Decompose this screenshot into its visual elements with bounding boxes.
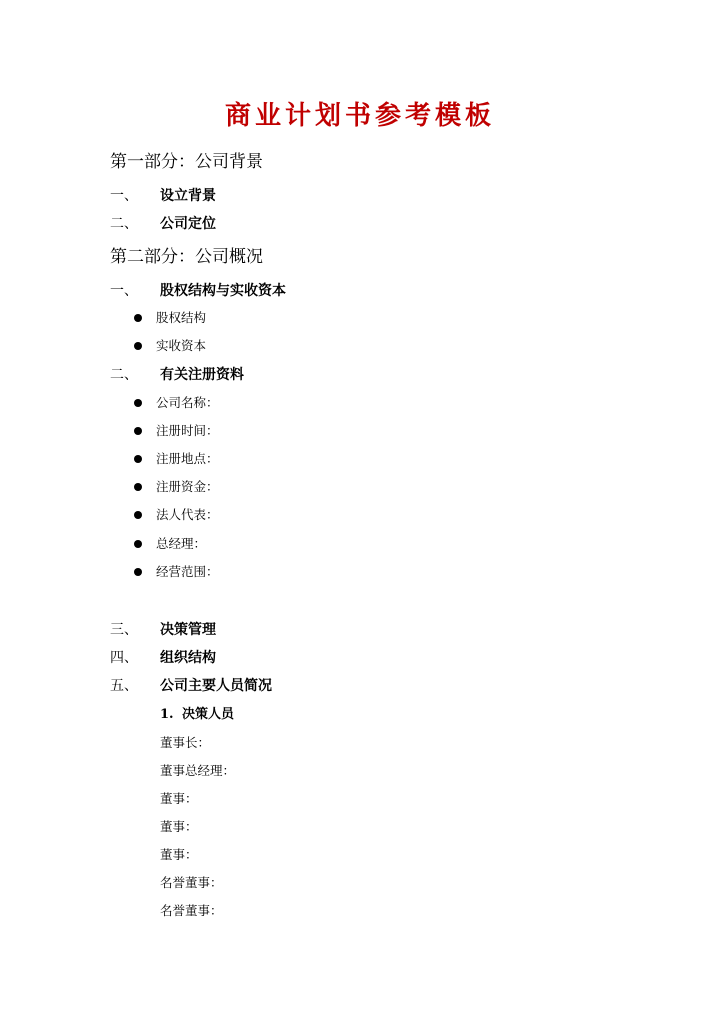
item-number: 一、 (110, 188, 138, 204)
section-number: 三、 (110, 622, 138, 638)
document-title: 商业计划书参考模板 (224, 101, 495, 131)
bullet-dot-icon (134, 427, 142, 435)
section-number: 二、 (110, 367, 138, 383)
bullet-dot-icon (134, 399, 142, 407)
role-line: 董事： (160, 847, 198, 862)
bullet-text: 注册地点： (156, 451, 219, 466)
item-label: 设立背景 (160, 188, 216, 204)
bullet-dot-icon (134, 511, 142, 519)
bullet-text: 注册资金： (156, 479, 219, 494)
section-label: 组织结构 (160, 650, 216, 666)
subsection-number: 1. (160, 707, 174, 722)
section-label: 有关注册资料 (160, 367, 244, 383)
section-number: 一、 (110, 283, 138, 299)
bullet-dot-icon (134, 540, 142, 548)
bullet-text: 实收资本 (156, 338, 207, 353)
role-line: 董事总经理： (160, 763, 236, 778)
section-label: 股权结构与实收资本 (160, 283, 286, 299)
bullet-dot-icon (134, 455, 142, 463)
section-number: 五、 (110, 678, 138, 694)
bullet-dot-icon (134, 483, 142, 491)
bullet-dot-icon (134, 314, 142, 322)
item-label: 公司定位 (160, 216, 216, 232)
role-line: 董事： (160, 819, 198, 834)
bullet-text: 公司名称： (156, 395, 219, 410)
role-line: 名誉董事： (160, 875, 223, 890)
bullet-dot-icon (134, 568, 142, 576)
bullet-text: 注册时间： (156, 423, 219, 438)
part1-heading: 第一部分：公司背景 (110, 152, 263, 172)
section-label: 公司主要人员简况 (160, 678, 272, 694)
bullet-text: 股权结构 (156, 310, 207, 325)
part2-heading: 第二部分：公司概况 (110, 247, 263, 267)
bullet-text: 经营范围： (156, 564, 219, 579)
item-number: 二、 (110, 216, 138, 232)
bullet-text: 法人代表： (156, 507, 219, 522)
subsection-heading (160, 705, 234, 725)
role-line: 董事长： (160, 735, 211, 750)
bullet-text: 总经理： (156, 536, 207, 551)
subsection-label: 决策人员 (182, 707, 235, 722)
role-line: 名誉董事： (160, 903, 223, 918)
bullet-dot-icon (134, 342, 142, 350)
section-label: 决策管理 (160, 622, 216, 638)
role-line: 董事： (160, 791, 198, 806)
section-number: 四、 (110, 650, 138, 666)
